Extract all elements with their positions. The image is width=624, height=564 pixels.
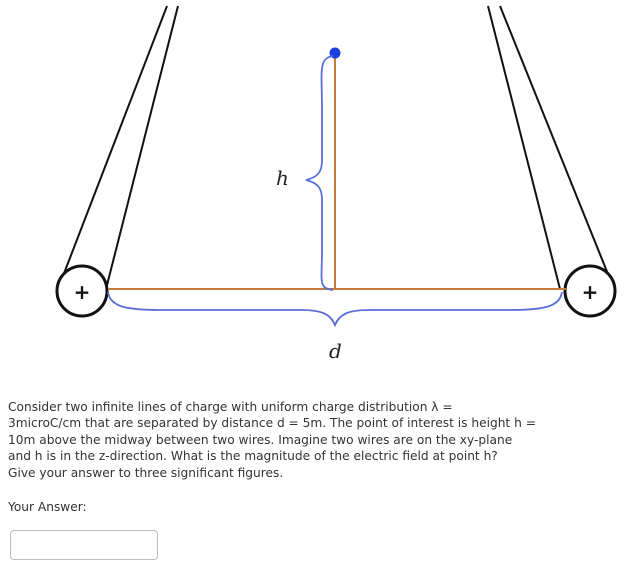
height-brace — [306, 56, 333, 290]
height-label: h — [276, 166, 289, 190]
left-charge-sign: + — [73, 280, 91, 304]
answer-input[interactable] — [10, 530, 158, 560]
distance-brace — [108, 292, 562, 325]
distance-label: d — [329, 339, 342, 363]
question-text: Consider two infinite lines of charge with uniform charge distribution λ = 3microC/cm that are separated by distance d = 5m. The point of interest is height h = 10m above the midway between two wires. Imagine two wires are on the xy-plane and h is in the z-direction. What is the magnitude of the electric field at point h? Give your answer to three significant figures. — [8, 400, 536, 480]
right-charge-sign: + — [581, 280, 599, 304]
right-wire — [488, 6, 615, 316]
answer-label: Your Answer: — [8, 500, 87, 514]
left-wire — [57, 6, 178, 316]
